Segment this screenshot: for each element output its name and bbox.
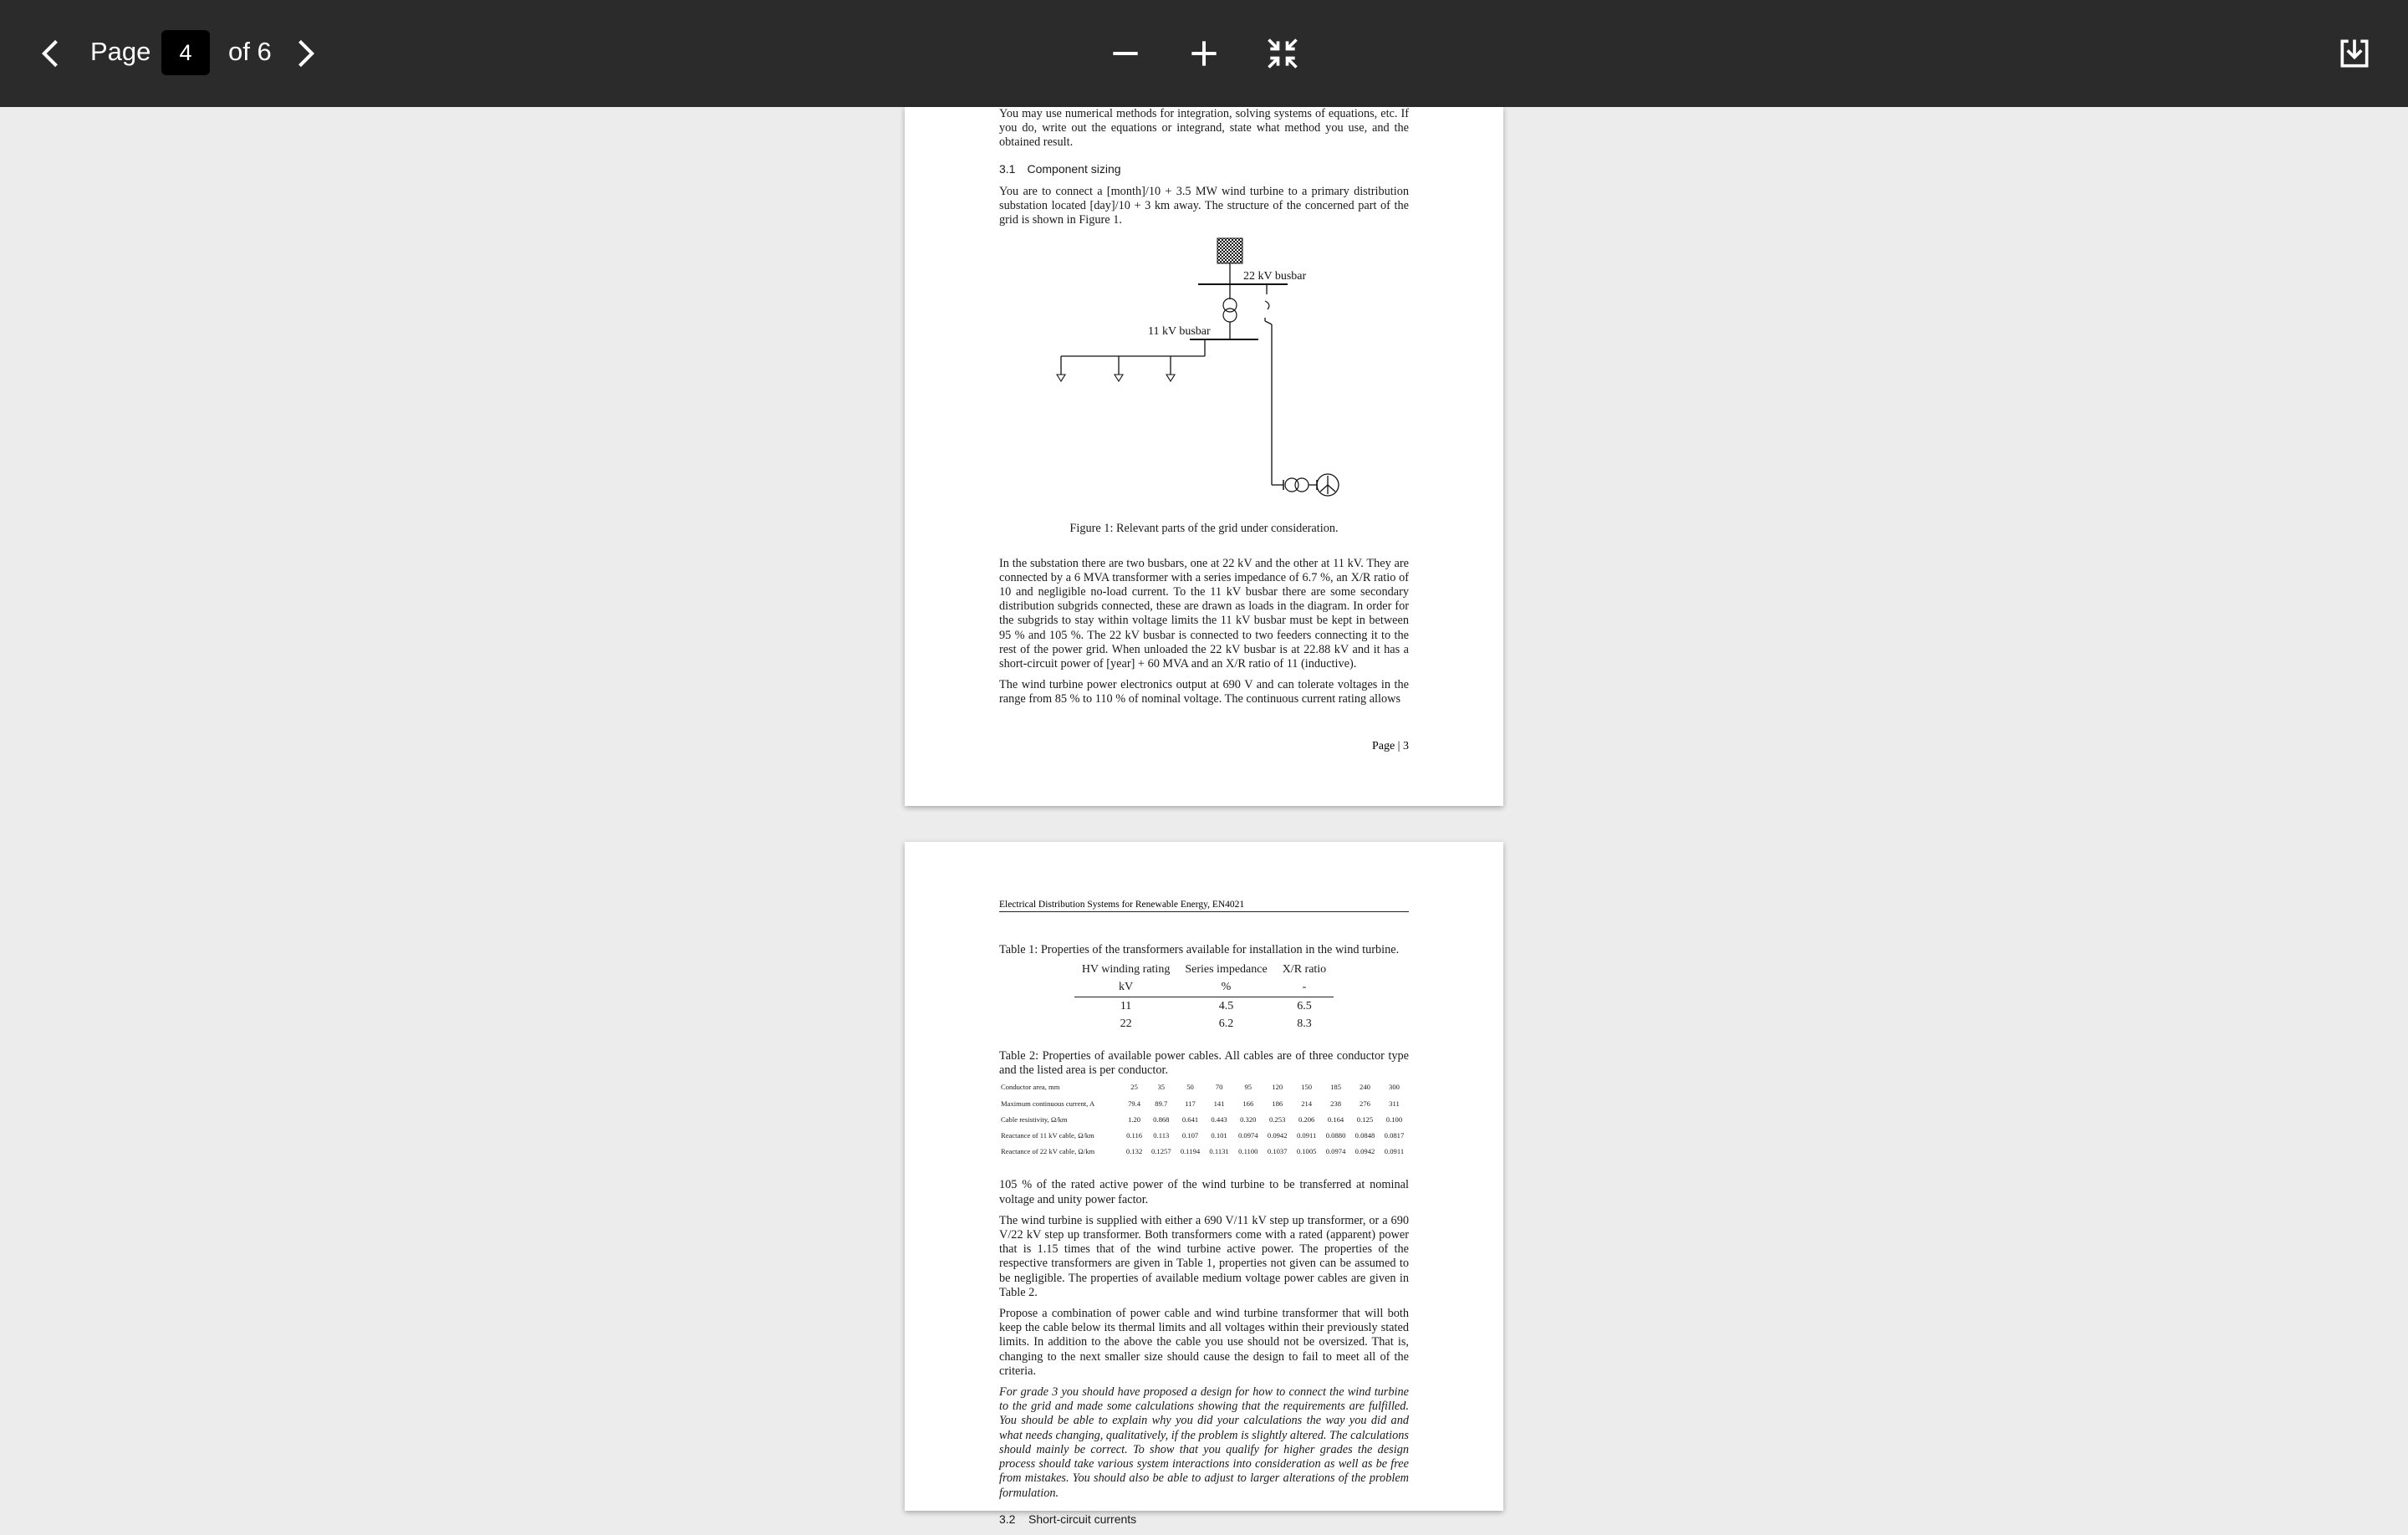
zoom-out-button[interactable] bbox=[1099, 27, 1152, 80]
grid-diagram bbox=[999, 234, 1409, 518]
transformer-paragraph: The wind turbine is supplied with either a 690 V/11 kV step up transformer, or a 690 V/22 kV step up transformer. Both transformers come with a rated (apparent) power that is 1.15 times that of the wind turbine active power. The properties of the respective transformers are given in Table 1, properties not given can be assumed to be negligible. The properties of available medium voltage power cables are given in Table 2. bbox=[999, 1213, 1409, 1299]
table-row: Conductor area, mm 25 35 50 70 95 120 150 185 240 300 bbox=[1001, 1083, 1400, 1092]
shrink-icon bbox=[1264, 35, 1301, 72]
plus-icon bbox=[1186, 35, 1222, 72]
intro-paragraph: You may use numerical methods for integration, solving systems of equations, etc. If you do, write out the equations or integrand, state what method you use, and the obtained result. bbox=[999, 107, 1409, 150]
table-header: X/R ratio bbox=[1282, 963, 1327, 977]
table1-caption: Table 1: Properties of the transformers available for installation in the wind turbine. bbox=[999, 943, 1400, 956]
table-unit: kV bbox=[1119, 981, 1134, 994]
proposal-paragraph: Propose a combination of power cable and wind turbine transformer that will both keep the cable below its thermal limits and all voltages within their previously stated limits. In addition to the above the cable you use should not be oversized. That is, changing to the next smaller size should cause the design to fail to meet all of the criteria. bbox=[999, 1307, 1409, 1378]
next-section-heading: 3.2 Short-circuit currents bbox=[999, 1512, 1137, 1526]
document-page-3 bbox=[905, 107, 1503, 806]
minus-icon bbox=[1107, 35, 1144, 72]
chevron-left-icon bbox=[33, 35, 70, 72]
table2-caption: Table 2: Properties of available power cables. All cables are of three conductor type and the listed area is per conductor. bbox=[999, 1049, 1409, 1078]
external-grid-symbol bbox=[1217, 238, 1242, 263]
load-symbol bbox=[1115, 375, 1123, 381]
section-number: 3.1 bbox=[999, 161, 1016, 176]
table-row: Reactance of 11 kV cable, Ω/km 0.116 0.113 0.107 0.101 0.0974 0.0942 0.0911 0.0880 0.0848 0.0817 bbox=[1001, 1131, 1405, 1140]
page-number-footer: Page | 3 bbox=[1371, 740, 1409, 752]
table-unit: % bbox=[1221, 981, 1232, 994]
component-sizing-paragraph: You are to connect a [month]/10 + 3.5 MW wind turbine to a primary distribution substation located [day]/10 + 3 km away. The structure of the concerned part of the grid is shown in Figure 1. bbox=[999, 184, 1409, 227]
download-button[interactable] bbox=[2328, 27, 2381, 80]
download-icon bbox=[2336, 35, 2373, 72]
wind-turbine-paragraph: The wind turbine power electronics output at 690 V and can tolerate voltages in the range from 85 % to 110 % of nominal voltage. The continuous current rating allows bbox=[999, 678, 1409, 706]
running-header: Electrical Distribution Systems for Renewable Energy, EN4021 bbox=[999, 900, 1409, 912]
section-heading bbox=[999, 162, 1409, 176]
previous-page-button[interactable] bbox=[25, 27, 79, 80]
grading-paragraph: For grade 3 you should have proposed a design for how to connect the wind turbine to the grid and made some calculations showing that the requirements are fulfilled. You should be able to explain why you did your calculations the way you did and what needs changing, qualitatively, if the problem is slightly altered. The calculations should mainly be correct. To show that you qualify for higher grades the design process should take various system interactions into consideration as well as be free from mistakes. You should also be able to adjust to larger alterations of the problem formulation. bbox=[999, 1385, 1409, 1500]
figure-caption: Figure 1: Relevant parts of the grid under consideration. bbox=[1069, 522, 1339, 536]
table-row: 11 4.5 6.5 bbox=[1120, 999, 1312, 1012]
label-11kv-busbar: 11 kV busbar bbox=[1148, 325, 1211, 339]
table-header: Series impedance bbox=[1185, 963, 1268, 977]
viewer-toolbar bbox=[0, 0, 2408, 107]
table-row: Cable resistivity, Ω/km 1.20 0.868 0.641 0.443 0.320 0.253 0.206 0.164 0.125 0.100 bbox=[1001, 1114, 1403, 1124]
chevron-right-icon bbox=[286, 35, 323, 72]
next-page-button[interactable] bbox=[278, 27, 331, 80]
section-title: Component sizing bbox=[1027, 161, 1121, 176]
table-row: Maximum continuous current, A 79.4 89.7 117 141 166 186 214 238 276 311 bbox=[1001, 1099, 1400, 1108]
load-symbol bbox=[1057, 375, 1065, 381]
table-row: Reactance of 22 kV cable, Ω/km 0.132 0.1257 0.1194 0.1131 0.1100 0.1037 0.1005 0.0974 0.0942 0.0911 bbox=[1001, 1147, 1405, 1156]
substation-paragraph: In the substation there are two busbars, one at 22 kV and the other at 11 kV. They are connected by a 6 MVA transformer with a series impedance of 6.7 %, an X/R ratio of 10 and negligible no-load current. To the 11 kV busbar there are some secondary distribution subgrids connected, these are drawn as loads in the diagram. In order for the subgrids to stay within voltage limits the 11 kV busbar must be kept in between 95 % and 105 %. The 22 kV busbar is connected to two feeders connecting it to the rest of the power grid. When unloaded the 22 kV busbar is at 22.88 kV and it has a short-circuit power of [year] + 60 MVA and an X/R ratio of 11 (inductive). bbox=[999, 556, 1409, 671]
load-symbol bbox=[1166, 375, 1175, 381]
transformer-table bbox=[1074, 961, 1334, 1033]
fit-page-button[interactable] bbox=[1256, 27, 1309, 80]
table-row: 22 6.2 8.3 bbox=[1120, 1017, 1312, 1030]
page-total-label: of 6 bbox=[228, 37, 272, 66]
zoom-in-button[interactable] bbox=[1177, 27, 1231, 80]
document-page-4 bbox=[905, 842, 1503, 1526]
page-label: Page bbox=[90, 37, 151, 66]
label-22kv-busbar: 22 kV busbar bbox=[1243, 270, 1307, 283]
breaker-symbol bbox=[1265, 301, 1269, 309]
continuation-paragraph: 105 % of the rated active power of the wind turbine to be transferred at nominal voltage and unity power factor. bbox=[999, 1178, 1409, 1206]
table-header: HV winding rating bbox=[1081, 963, 1171, 977]
page-number-input[interactable] bbox=[161, 30, 210, 75]
cable-table bbox=[999, 1079, 1409, 1160]
table-unit: - bbox=[1302, 981, 1307, 994]
